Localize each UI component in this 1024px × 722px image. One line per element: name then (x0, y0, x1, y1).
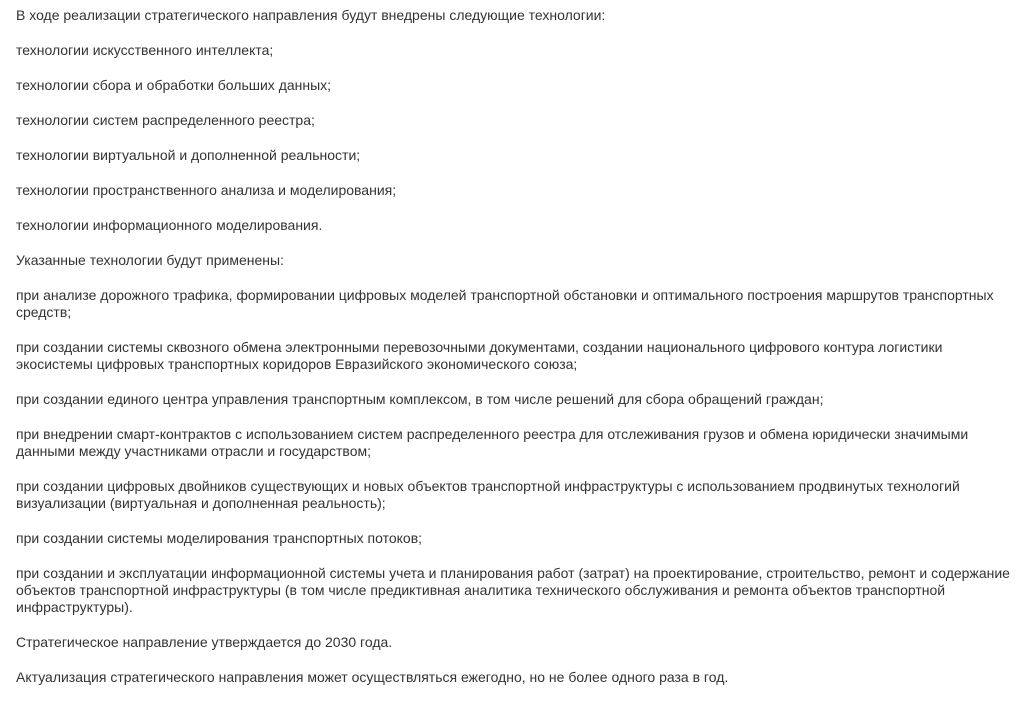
list-item: при анализе дорожного трафика, формировании цифровых моделей транспортной обстановки и оптимального построения маршрутов транспортных средств; (16, 287, 994, 320)
applications-intro-paragraph: Указанные технологии будут применены: (16, 252, 284, 268)
list-item: технологии искусственного интеллекта; (16, 42, 274, 58)
list-item: при создании цифровых двойников существующих и новых объектов транспортной инфраструктуры с использованием продвинутых технологий визуализации (виртуальная и дополненная реальность); (16, 478, 960, 511)
document-body (16, 7, 1012, 704)
list-item: технологии сбора и обработки больших данных; (16, 77, 332, 93)
list-item: при создании системы сквозного обмена электронными перевозочными документами, создании национального цифрового контура логистики экосистемы цифровых транспортных коридоров Евразийского экономического союза; (16, 339, 943, 372)
term-paragraph: Стратегическое направление утверждается до 2030 года. (16, 634, 393, 650)
list-item: технологии пространственного анализа и моделирования; (16, 182, 397, 198)
list-item: при создании системы моделирования транспортных потоков; (16, 530, 423, 546)
list-item: технологии информационного моделирования. (16, 217, 323, 233)
list-item: технологии систем распределенного реестра; (16, 112, 315, 128)
list-item: при создании и эксплуатации информационной системы учета и планирования работ (затрат) на проектирование, строительство, ремонт и содержание объектов транспортной инфраструктуры (в том числе предиктивная аналитика технического обслуживания и ремонта объектов транспортной инфраструктуры). (16, 565, 1010, 615)
intro-paragraph: В ходе реализации стратегического направления будут внедрены следующие технологии: (16, 7, 606, 23)
list-item: при внедрении смарт-контрактов с использованием систем распределенного реестра для отслеживания грузов и обмена юридически значимыми данными между участниками отрасли и государством; (16, 426, 969, 459)
list-item: при создании единого центра управления транспортным комплексом, в том числе решений для сбора обращений граждан; (16, 391, 824, 407)
list-item: технологии виртуальной и дополненной реальности; (16, 147, 361, 163)
update-paragraph: Актуализация стратегического направления может осуществляться ежегодно, но не более одного раза в год. (16, 669, 729, 685)
